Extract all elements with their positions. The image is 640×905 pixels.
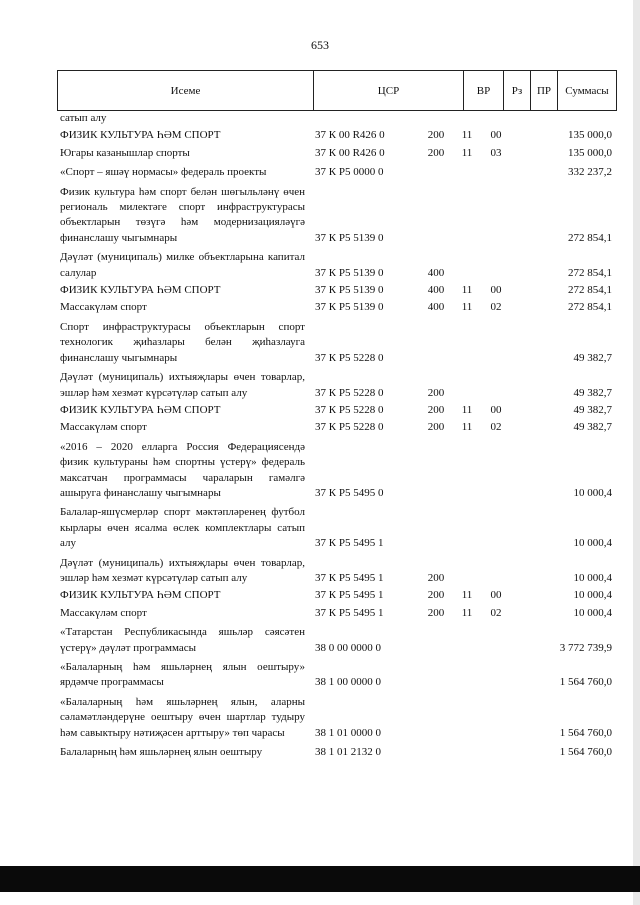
table-row: [60, 320, 616, 366]
table-row: [60, 146, 616, 161]
cell-csr: 37 К Р5 0000 0: [315, 166, 384, 179]
cell-name: сатып алу: [60, 112, 107, 124]
table-row: [60, 370, 616, 401]
cell-csr: 37 К Р5 5495 1: [315, 589, 384, 602]
table-row: [60, 420, 616, 435]
cell-name: Балалар-яшүсмерләр спорт мәктәпләренең футбол кырлары өчен ясалма өслек комплектлары сатып алу: [60, 506, 305, 550]
cell-rz: 11: [461, 421, 473, 434]
cell-sum: 10 000,4: [573, 537, 612, 550]
cell-vr: 200: [427, 589, 445, 602]
cell-name: «Балаларның һәм яшьләрнең ялын, аларны сәламәтләндерүне оештыру өчен шартлар тудыру һәм савыктыру нәтиҗәсен арттыру» төп чарасы: [60, 695, 305, 739]
table-row: [60, 128, 616, 143]
table-header: [57, 70, 617, 111]
cell-sum: 135 000,0: [568, 146, 612, 159]
header-sum: Суммасы: [565, 84, 609, 97]
cell-pr: 02: [490, 301, 502, 314]
cell-csr: 37 К Р5 5139 0: [315, 301, 384, 314]
cell-pr: 00: [490, 589, 502, 602]
cell-name: Югары казанышлар спорты: [60, 146, 190, 159]
cell-csr: 37 К Р5 5495 1: [315, 571, 384, 584]
cell-rz: 11: [461, 146, 473, 159]
cell-csr: 37 К Р5 5228 0: [315, 403, 384, 416]
cell-vr: 200: [427, 606, 445, 619]
cell-name: Массакүләм спорт: [60, 301, 147, 314]
table-row: [60, 250, 616, 281]
scan-bottom-bar: [0, 866, 640, 892]
cell-name: Дәүләт (муниципаль) ихтыяҗлары өчен товарлар, эшләр һәм хезмәт күрсәтүләр сатып алу: [60, 371, 305, 399]
cell-sum: 272 854,1: [568, 284, 612, 297]
cell-sum: 49 382,7: [573, 386, 612, 399]
cell-sum: 49 382,7: [573, 421, 612, 434]
cell-csr: 37 К Р5 5495 1: [315, 606, 384, 619]
cell-rz: 11: [461, 403, 473, 416]
cell-sum: 332 237,2: [568, 166, 612, 179]
cell-name: Балаларның һәм яшьләрнең ялын оештыру: [60, 746, 263, 759]
cell-name: «Спорт – яшәү нормасы» федераль проекты: [60, 166, 267, 179]
cell-vr: 200: [427, 421, 445, 434]
cell-pr: 02: [490, 606, 502, 619]
table-row: [60, 588, 616, 603]
cell-pr: 00: [490, 284, 502, 297]
cell-name: Массакүләм спорт: [60, 421, 147, 434]
cell-sum: 10 000,4: [573, 589, 612, 602]
cell-csr: 37 К Р5 5228 0: [315, 421, 384, 434]
header-pr: ПР: [531, 71, 558, 110]
cell-name: Физик культура һәм спорт белән шөгыльләнү өчен региональ милектәге спорт инфраструктурасы объектларын төзүгә һәм модернизацияләүгә финанслашу чыгымнары: [60, 185, 305, 244]
cell-sum: 10 000,4: [573, 606, 612, 619]
cell-sum: 135 000,0: [568, 129, 612, 142]
cell-name: ФИЗИК КУЛЬТУРА ҺӘМ СПОРТ: [60, 284, 221, 297]
cell-name: ФИЗИК КУЛЬТУРА ҺӘМ СПОРТ: [60, 589, 221, 602]
cell-vr: 200: [427, 129, 445, 142]
table-row: [60, 165, 616, 180]
cell-csr: 38 1 01 0000 0: [315, 726, 381, 739]
header-rz: Рз: [504, 71, 531, 110]
cell-name: «Балаларның һәм яшьләрнең ялын оештыру» ярдәмче программасы: [60, 661, 305, 689]
cell-name: «2016 – 2020 елларга Россия Федерациясендә физик культураны һәм спортны үстерү» федераль максатчан программасы чараларын гамәлгә ашыруга финанслашу чыгымнары: [60, 440, 305, 499]
cell-vr: 200: [427, 403, 445, 416]
cell-sum: 272 854,1: [568, 266, 612, 279]
cell-sum: 1 564 760,0: [559, 676, 612, 689]
cell-csr: 37 К Р5 5228 0: [315, 351, 384, 364]
cell-csr: 37 К Р5 5228 0: [315, 386, 384, 399]
header-vr: ВР: [464, 71, 504, 110]
table-row: [60, 695, 616, 741]
scan-edge: [633, 0, 640, 905]
cell-name: Массакүләм спорт: [60, 606, 147, 619]
table-body: [60, 111, 616, 760]
cell-sum: 49 382,7: [573, 351, 612, 364]
cell-pr: 00: [490, 403, 502, 416]
cell-vr: 200: [427, 571, 445, 584]
cell-rz: 11: [461, 301, 473, 314]
table-row: [60, 111, 616, 126]
header-name: Исеме: [58, 71, 314, 110]
cell-vr: 200: [427, 146, 445, 159]
cell-name: Дәүләт (муниципаль) милке объектларына капитал салулар: [60, 251, 305, 279]
table-row: [60, 440, 616, 502]
table-row: [60, 403, 616, 418]
cell-vr: 400: [427, 266, 445, 279]
table-row: [60, 745, 616, 760]
cell-vr: 400: [427, 301, 445, 314]
cell-csr: 37 К 00 R426 0: [315, 146, 385, 159]
cell-name: Спорт инфраструктурасы объектларын спорт технологик җиһазлары белән җиһазлауга финанслашу чыгымнары: [60, 320, 305, 364]
cell-csr: 37 К Р5 5139 0: [315, 231, 384, 244]
cell-pr: 02: [490, 421, 502, 434]
table-row: [60, 606, 616, 621]
table-row: [60, 300, 616, 315]
cell-sum: 10 000,4: [573, 571, 612, 584]
cell-csr: 38 0 00 0000 0: [315, 641, 381, 654]
cell-csr: 37 К Р5 5139 0: [315, 284, 384, 297]
cell-rz: 11: [461, 129, 473, 142]
cell-name: ФИЗИК КУЛЬТУРА ҺӘМ СПОРТ: [60, 129, 221, 142]
cell-name: «Татарстан Республикасында яшьләр сәясәтен үстерү» дәүләт программасы: [60, 626, 305, 654]
cell-csr: 37 К Р5 5495 1: [315, 537, 384, 550]
cell-pr: 00: [490, 129, 502, 142]
cell-sum: 3 772 739,9: [559, 641, 612, 654]
page-number: 653: [311, 38, 329, 52]
cell-csr: 37 К 00 R426 0: [315, 129, 385, 142]
cell-vr: 200: [427, 386, 445, 399]
cell-sum: 1 564 760,0: [559, 746, 612, 759]
table-row: [60, 660, 616, 691]
cell-rz: 11: [461, 606, 473, 619]
cell-sum: 10 000,4: [573, 486, 612, 499]
cell-csr: 38 1 00 0000 0: [315, 676, 381, 689]
cell-sum: 272 854,1: [568, 231, 612, 244]
cell-sum: 1 564 760,0: [559, 726, 612, 739]
cell-rz: 11: [461, 589, 473, 602]
cell-sum: 272 854,1: [568, 301, 612, 314]
cell-name: Дәүләт (муниципаль) ихтыяҗлары өчен товарлар, эшләр һәм хезмәт күрсәтүләр сатып алу: [60, 556, 305, 584]
cell-csr: 37 К Р5 5139 0: [315, 266, 384, 279]
table-row: [60, 283, 616, 298]
header-csr: ЦСР: [314, 71, 464, 110]
table-row: [60, 185, 616, 247]
cell-pr: 03: [490, 146, 502, 159]
cell-name: ФИЗИК КУЛЬТУРА ҺӘМ СПОРТ: [60, 403, 221, 416]
table-row: [60, 556, 616, 587]
cell-csr: 38 1 01 2132 0: [315, 746, 381, 759]
table-row: [60, 505, 616, 551]
cell-sum: 49 382,7: [573, 403, 612, 416]
table-row: [60, 625, 616, 656]
cell-rz: 11: [461, 284, 473, 297]
cell-vr: 400: [427, 284, 445, 297]
cell-csr: 37 К Р5 5495 0: [315, 486, 384, 499]
